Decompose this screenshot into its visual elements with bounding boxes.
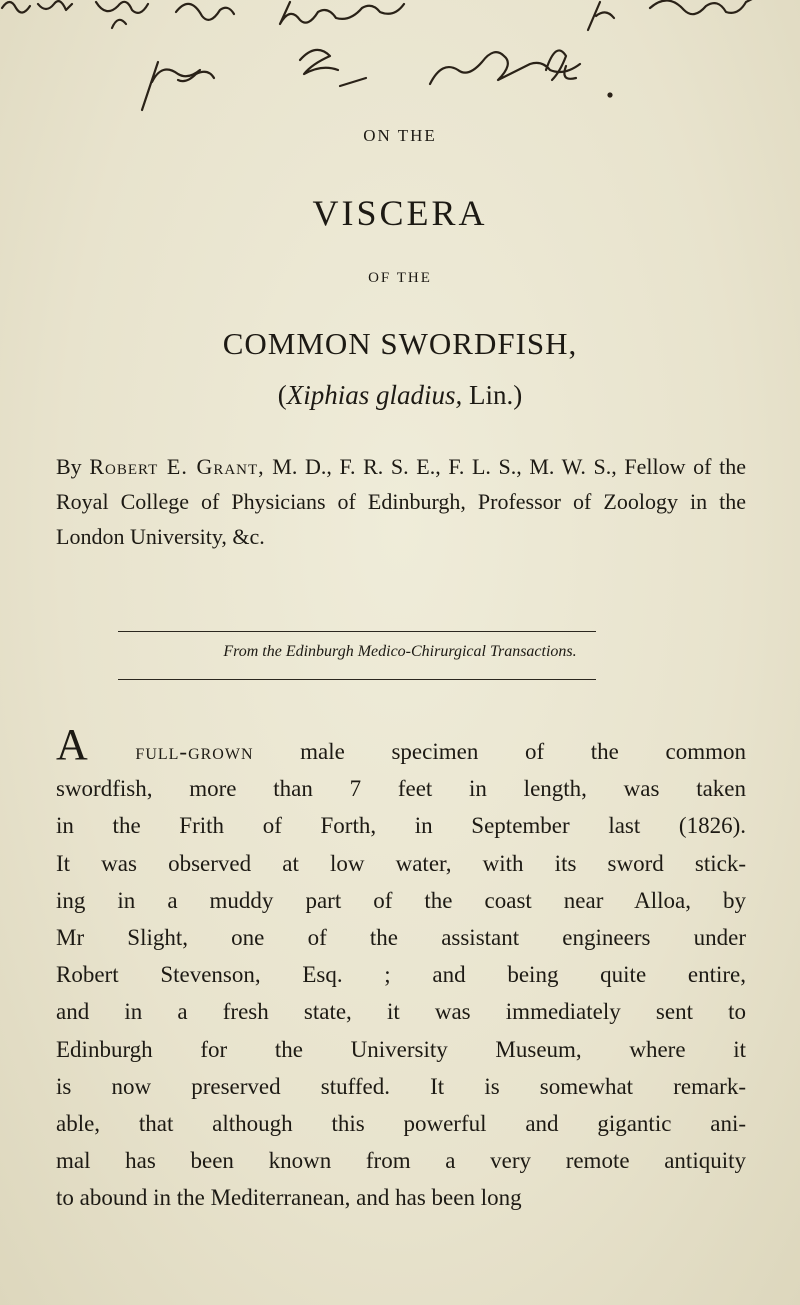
body-line: in the Frith of Forth, in September last (1826). [56, 813, 746, 839]
divider-bottom [118, 679, 596, 680]
drop-cap: A [56, 720, 88, 769]
species-open-paren: ( [277, 380, 287, 410]
species-binomial: Xiphias gladius, [286, 380, 463, 410]
author-byline [56, 449, 746, 554]
lead-words: full-grown [87, 739, 254, 764]
species-close-paren: ) [513, 380, 523, 410]
handwritten-inscription [0, 0, 800, 120]
byline-by: By [56, 454, 90, 479]
divider-top [118, 631, 596, 632]
page-title: VISCERA [312, 193, 488, 233]
body-line: is now preserved stuffed. It is somewhat remark- [56, 1073, 746, 1099]
body-line: and in a fresh state, it was immediately sent to [56, 999, 746, 1025]
body-line: swordfish, more than 7 feet in length, was taken [56, 776, 746, 802]
body-line: mal has been known from a very remote antiquity [56, 1148, 746, 1174]
body-line: Robert Stevenson, Esq. ; and being quite entire, [56, 962, 746, 988]
body-line: Mr Slight, one of the assistant engineers under [56, 924, 746, 950]
body-line: able, that although this powerful and gigantic ani- [56, 1110, 746, 1136]
body-line-text: male specimen of the common [253, 739, 746, 764]
heading-of-the: OF THE [368, 270, 432, 286]
author-credentials: M. D., F. R. S. E., F. L. S., M. W. S., Fellow of the Royal College of Physicians of Edinburgh, Professor of Zoology in the London University, &c. [56, 454, 746, 549]
body-line: Edinburgh for the University Museum, where it [56, 1036, 746, 1062]
body-line: to abound in the Mediterranean, and has been long [56, 1185, 522, 1211]
species-name [0, 380, 800, 411]
source-citation: From the Edinburgh Medico-Chirurgical Transactions. [223, 643, 577, 660]
species-author: Lin. [462, 380, 514, 410]
handwriting-signature-image [0, 0, 800, 120]
heading-subject: COMMON SWORDFISH, [222, 326, 578, 361]
body-line: ing in a muddy part of the coast near Alloa, by [56, 887, 746, 913]
body-paragraph [56, 720, 746, 1216]
body-line [56, 720, 746, 770]
author-name: Robert E. Grant, [89, 454, 265, 479]
body-line: It was observed at low water, with its sword stick- [56, 850, 746, 876]
heading-on-the: ON THE [363, 126, 437, 145]
